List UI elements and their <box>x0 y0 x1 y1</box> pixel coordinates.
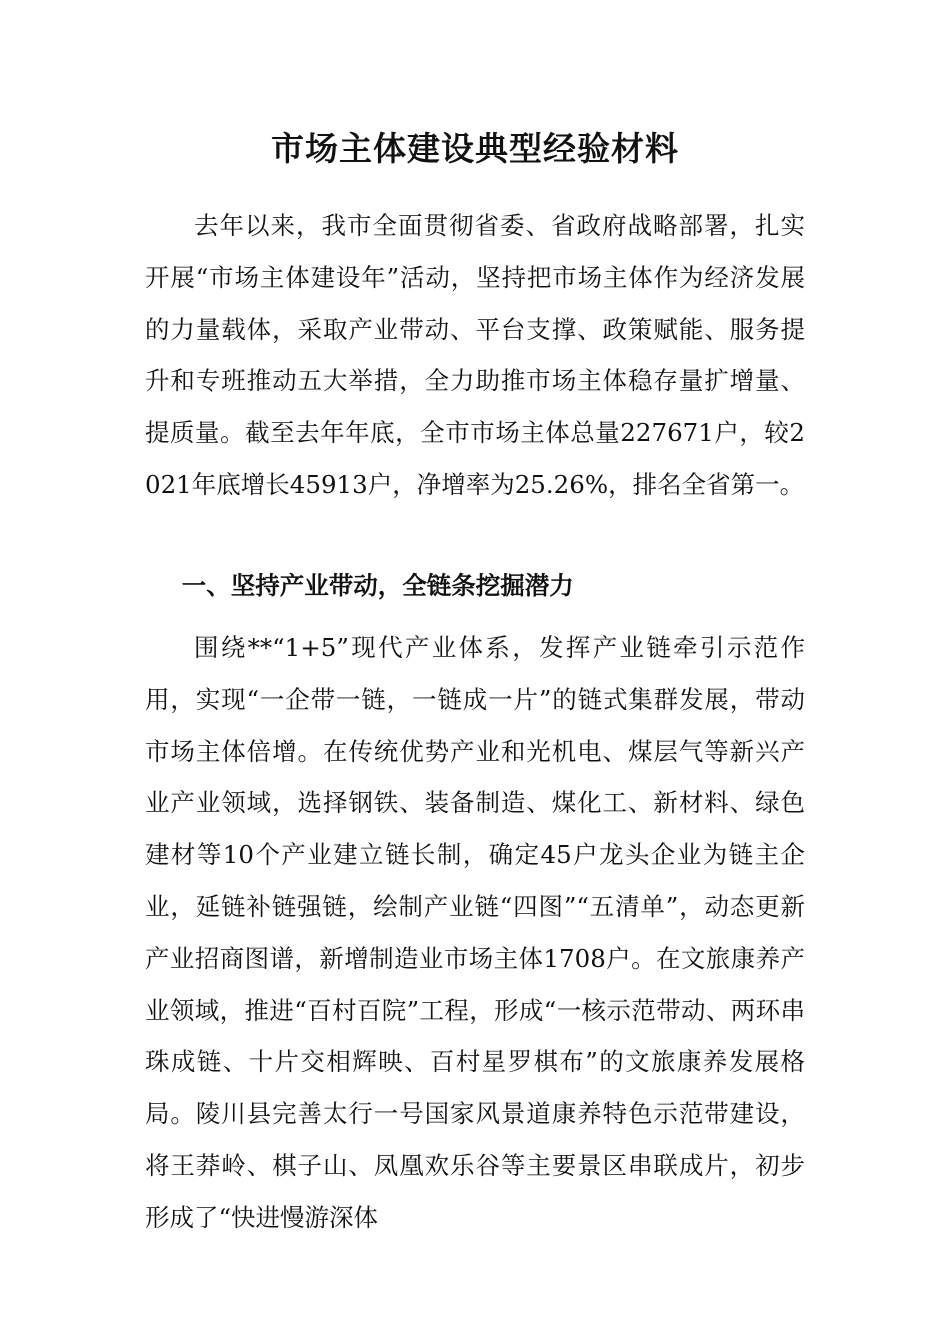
intro-paragraph: 去年以来，我市全面贯彻省委、省政府战略部署，扎实开展“市场主体建设年”活动，坚持把市场主体作为经济发展的力量载体，采取产业带动、平台支撑、政策赋能、服务提升和专班推动五大举措，全力助推市场主体稳存量扩增量、提质量。截至去年年底，全市市场主体总量227671户，较2021年底增长45913户，净增率为25.26%，排名全省第一。 <box>145 211 805 499</box>
section-heading: 一、坚持产业带动，全链条挖掘潜力 <box>181 571 574 600</box>
document-title: 市场主体建设典型经验材料 <box>271 129 679 168</box>
section-paragraph: 围绕**“1+5”现代产业体系，发挥产业链牵引示范作用，实现“一企带一链，一链成一片”的链式集群发展，带动市场主体倍增。在传统优势产业和光机电、煤层气等新兴产业产业领域，选择钢铁、装备制造、煤化工、新材料、绿色建材等10个产业建立链长制，确定45户龙头企业为链主企业，延链补链强链，绘制产业链“四图”“五清单”，动态更新产业招商图谱，新增制造业市场主体1708户。在文旅康养产业领域，推进“百村百院”工程，形成“一核示范带动、两环串珠成链、十片交相辉映、百村星罗棋布”的文旅康养发展格局。陵川县完善太行一号国家风景道康养特色示范带建设，将王莽岭、棋子山、凤凰欢乐谷等主要景区串联成片，初步形成了“快进慢游深体 <box>145 633 805 1232</box>
